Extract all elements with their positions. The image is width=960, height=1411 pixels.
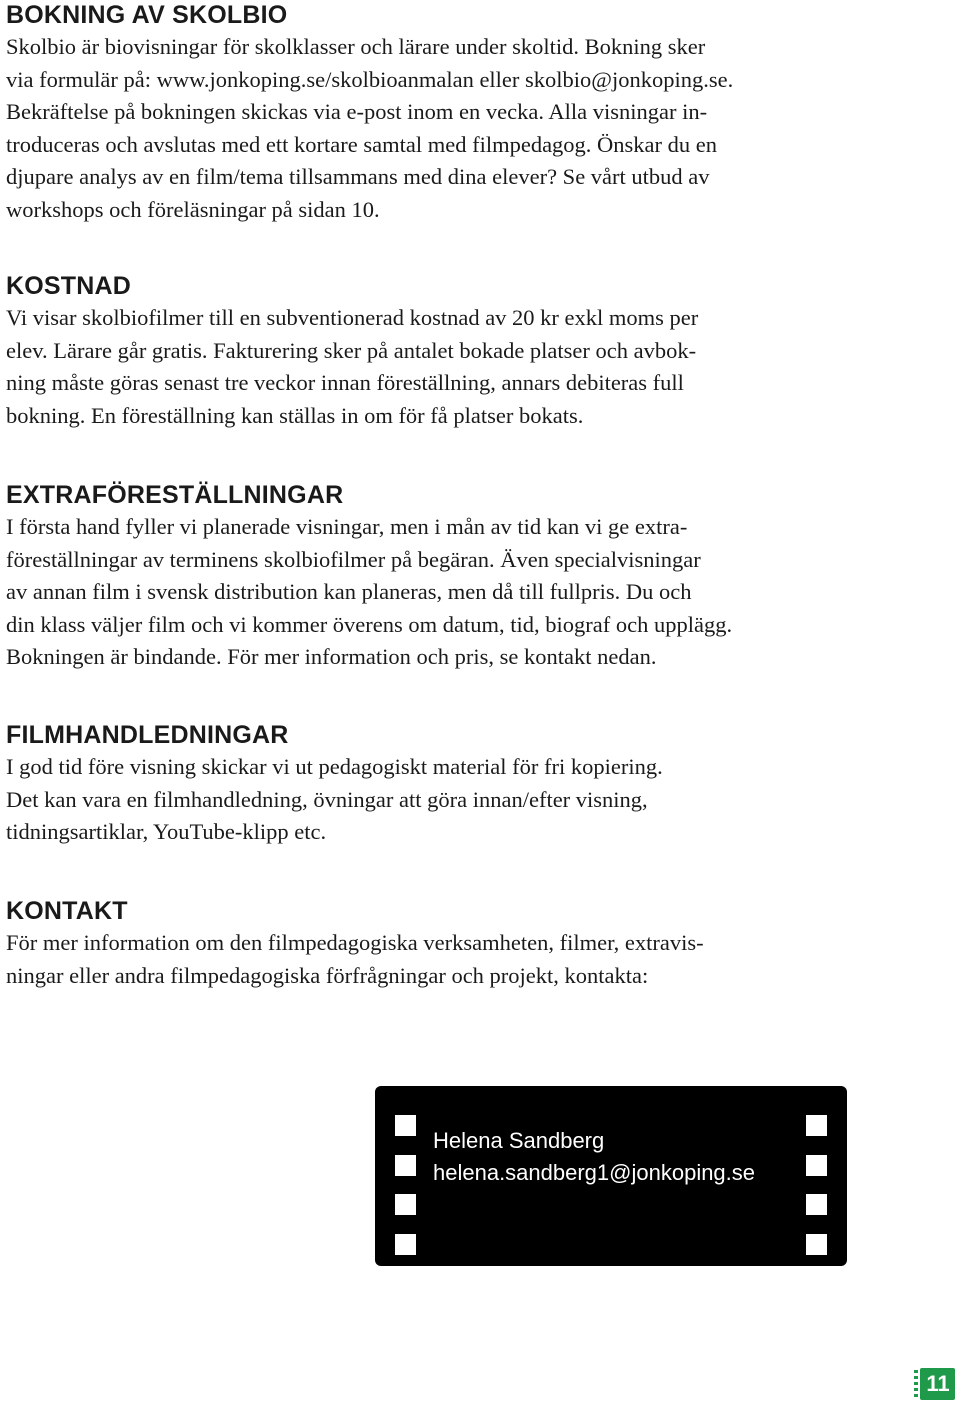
film-frame-page-badge-icon bbox=[913, 1364, 957, 1402]
section-bokning-av-skolbio bbox=[6, 0, 946, 226]
filmstrip-sprocket-hole bbox=[806, 1155, 827, 1176]
section-filmhandledningar bbox=[6, 720, 946, 849]
section-body: Skolbio är biovisningar för skolklasser och lärare under skoltid. Bokning sker via formulär på: www.jonkoping.se/skolbioanmalan eller skolbio@jonkoping.se. Bekräftelse på bokningen skickas via e-post inom en vecka. Alla visningar in- troduceras och avslutas med ett kortare samtal med filmpedagog. Önskar du en djupare analys av en film/tema tillsammans med dina elever? Se vårt utbud av workshops och föreläsningar på sidan 10. bbox=[6, 34, 734, 222]
section-heading: FILMHANDLEDNINGAR bbox=[6, 721, 289, 749]
filmstrip-sprocket-hole bbox=[395, 1155, 416, 1176]
contact-filmstrip-card bbox=[375, 1086, 847, 1266]
section-kostnad bbox=[6, 271, 946, 432]
contact-email: helena.sandberg1@jonkoping.se bbox=[433, 1160, 756, 1185]
section-heading: KONTAKT bbox=[6, 897, 128, 925]
section-heading: BOKNING AV SKOLBIO bbox=[6, 1, 288, 29]
section-kontakt bbox=[6, 896, 946, 992]
section-body: För mer information om den filmpedagogiska verksamheten, filmer, extravis- ningar eller andra filmpedagogiska förfrågningar och projekt, kontakta: bbox=[6, 930, 704, 988]
filmstrip-sprocket-hole bbox=[395, 1194, 416, 1215]
filmstrip-sprocket-hole bbox=[806, 1194, 827, 1215]
page-number: 11 bbox=[926, 1371, 950, 1396]
filmstrip-sprocket-hole bbox=[806, 1115, 827, 1136]
section-heading: KOSTNAD bbox=[6, 272, 132, 300]
section-body: Vi visar skolbiofilmer till en subventionerad kostnad av 20 kr exkl moms per elev. Lärare går gratis. Fakturering sker på antalet bokade platser och avbok- ning måste göras senast tre veckor innan föreställning, annars debiteras full bokning. En föreställning kan ställas in om för få platser bokats. bbox=[6, 305, 699, 428]
filmstrip-sprocket-hole bbox=[806, 1234, 827, 1255]
section-heading: EXTRAFÖRESTÄLLNINGAR bbox=[6, 481, 344, 509]
filmstrip-sprocket-hole bbox=[395, 1234, 416, 1255]
section-body: I första hand fyller vi planerade visningar, men i mån av tid kan vi ge extra- föreställningar av terminens skolbiofilmer på begäran. Även specialvisningar av annan film i svensk distribution kan planeras, men då till fullpris. Du och din klass väljer film och vi kommer överens om datum, tid, biograf och upplägg. Bokningen är bindande. För mer information och pris, se kontakt nedan. bbox=[6, 514, 733, 669]
section-body: I god tid före visning skickar vi ut pedagogiskt material för fri kopiering. Det kan vara en filmhandledning, övningar att göra innan/efter visning, tidningsartiklar, YouTube-klipp etc. bbox=[6, 754, 663, 844]
section-extraforestallningar bbox=[6, 480, 946, 674]
contact-name: Helena Sandberg bbox=[433, 1128, 605, 1153]
filmstrip-sprocket-hole bbox=[395, 1115, 416, 1136]
